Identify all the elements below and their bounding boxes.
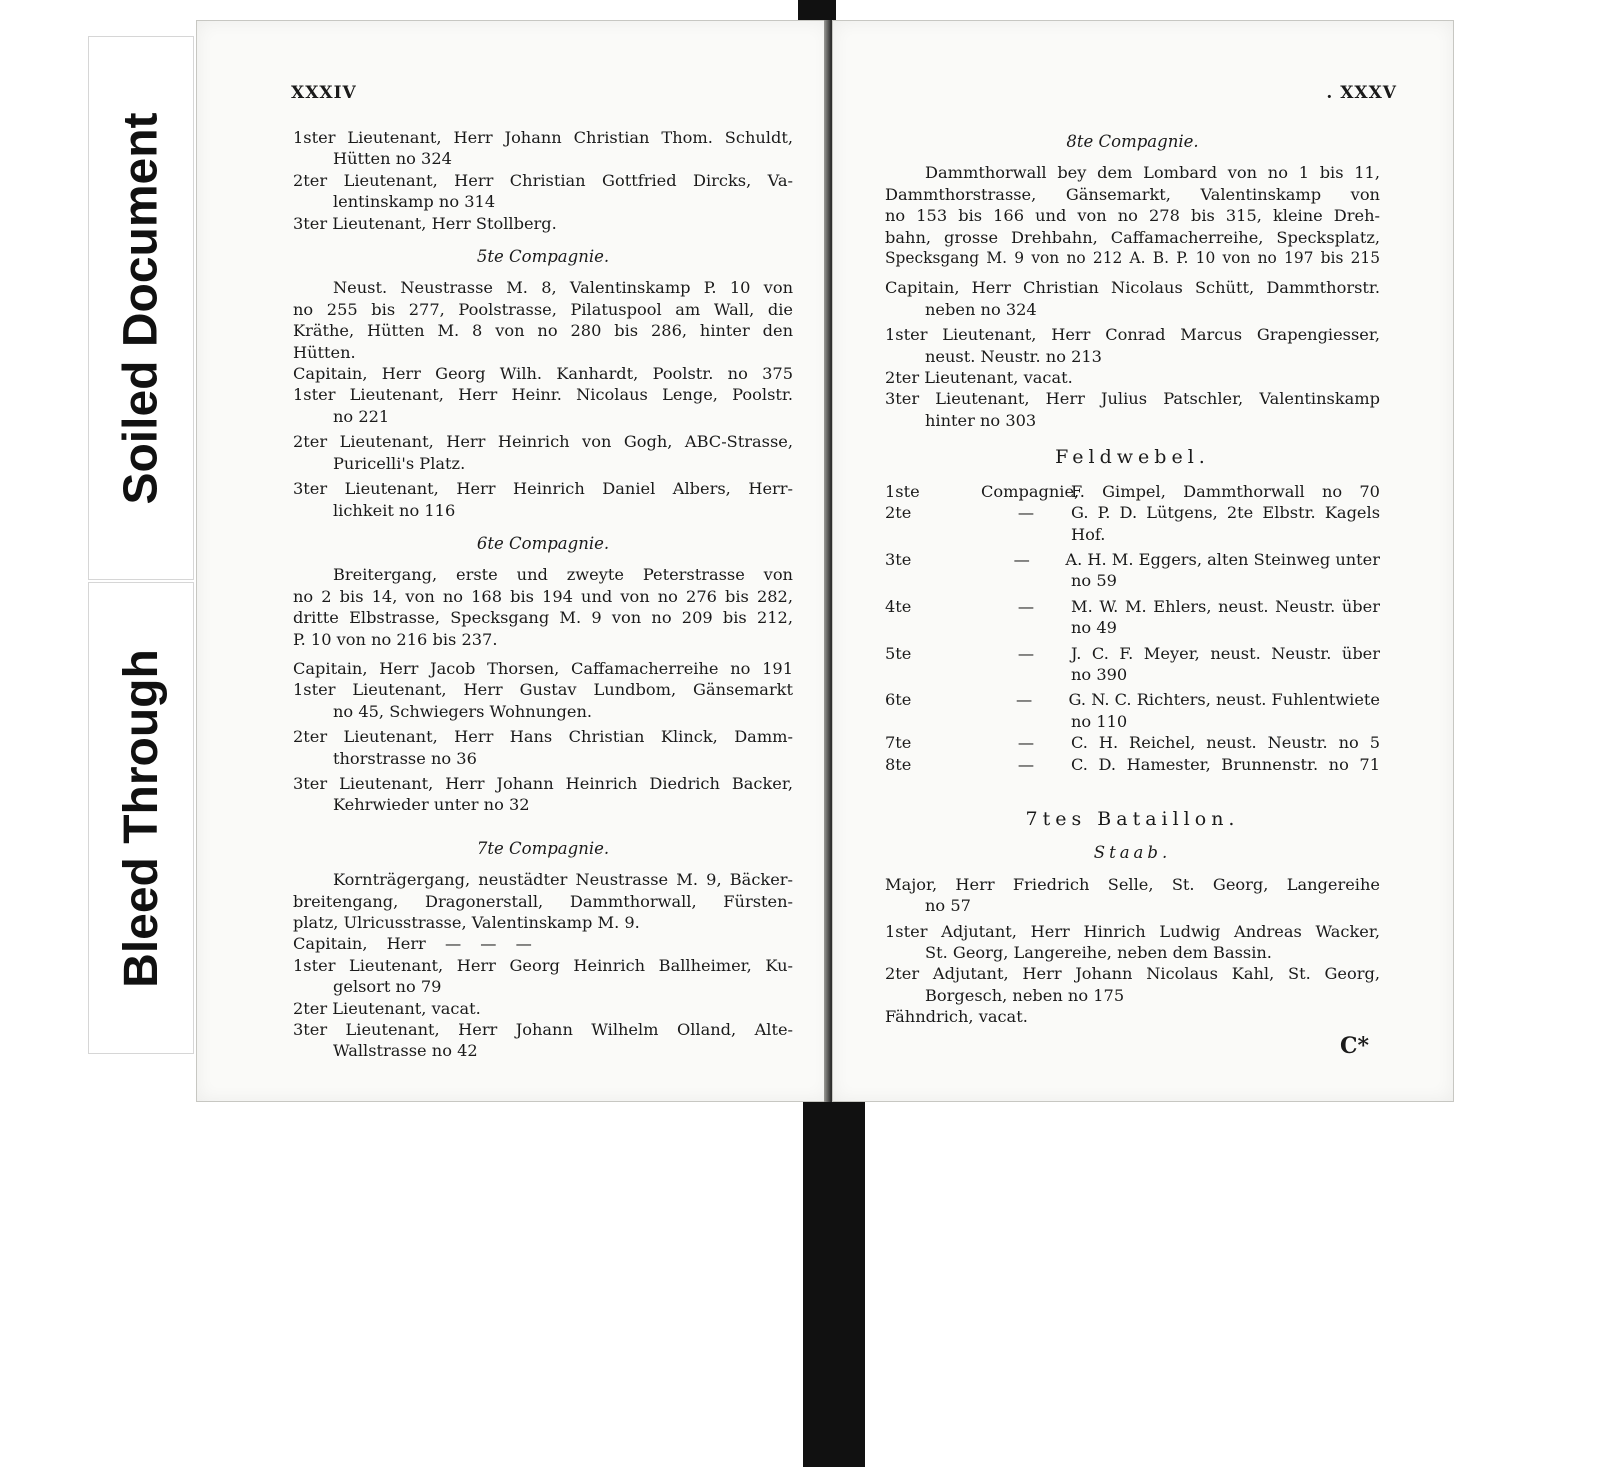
officer-block: [293, 658, 793, 816]
officer-line: 2ter Lieutenant, Herr Hans Christian Klinck, Damm-: [293, 727, 793, 747]
bleed-through-label: [88, 582, 194, 1054]
company-number: 7te: [885, 733, 912, 753]
district-line: Kornträgergang, neustädter Neustrasse M. 9, Bäcker-: [333, 870, 793, 890]
officer-line: Kehrwieder unter no 32: [333, 795, 530, 815]
district-line: Hütten.: [293, 342, 356, 362]
left-page: [196, 20, 830, 1102]
bleed-through-text: Bleed Through: [114, 648, 168, 988]
section-heading: 7tes Bataillon.: [1025, 807, 1240, 830]
officer-line: Capitain, Herr Christian Nicolaus Schütt, Dammthorstr.: [885, 278, 1380, 298]
staff-line: St. Georg, Langereihe, neben dem Bassin.: [925, 943, 1272, 962]
company-number: 5te: [885, 643, 912, 663]
staff-heading: Staab.: [1093, 843, 1172, 863]
list-item: [885, 732, 1380, 753]
district-line: Neust. Neustrasse M. 8, Valentinskamp P. 10 von: [333, 278, 793, 298]
staff-line: Fähndrich, vacat.: [885, 1007, 1028, 1027]
separator: —: [1017, 596, 1035, 616]
entry-continuation: no 49: [1071, 618, 1117, 638]
officer-line: 3ter Lieutenant, Herr Johann Wilhelm Olland, Alte-: [293, 1020, 793, 1040]
list-item: [885, 596, 1380, 617]
binding-strip-bottom: [803, 1102, 865, 1467]
signature-mark: C*: [1339, 1033, 1369, 1059]
entry-text: C. D. Hamester, Brunnenstr. no 71: [1071, 754, 1380, 774]
officer-line: 3ter Lieutenant, Herr Julius Patschler, Valentinskamp: [885, 389, 1380, 409]
entry-continuation: no 59: [1071, 571, 1117, 591]
staff-line: 2ter Adjutant, Herr Johann Nicolaus Kahl, St. Georg,: [885, 964, 1380, 984]
soiled-document-text: Soiled Document: [114, 111, 168, 505]
district-line: platz, Ulricusstrasse, Valentinskamp M. 9.: [293, 913, 640, 932]
separator: Compagnie,: [981, 481, 1080, 501]
district-line: breitengang, Dragonerstall, Dammthorwall, Fürsten-: [293, 891, 793, 911]
company-number: 4te: [885, 596, 912, 616]
officer-line: 2ter Lieutenant, Herr Heinrich von Gogh, ABC-Strasse,: [293, 432, 793, 452]
officer-line: Capitain, Herr Jacob Thorsen, Caffamacherreihe no 191: [293, 658, 793, 678]
staff-list: [885, 874, 1380, 1028]
officer-line: 1ster Lieutenant, Herr Georg Heinrich Ballheimer, Ku-: [293, 955, 793, 975]
district-line: Specksgang M. 9 von no 212 A. B. P. 10 von no 197 bis 215: [885, 249, 1380, 268]
entry-text: J. C. F. Meyer, neust. Neustr. über: [1071, 643, 1380, 663]
officer-line: Wallstrasse no 42: [333, 1041, 478, 1061]
district-paragraph: [885, 162, 1380, 269]
separator: —: [1017, 503, 1035, 523]
officer-line: 2ter Lieutenant, vacat.: [293, 998, 481, 1018]
staff-line: Borgesch, neben no 175: [925, 985, 1125, 1005]
officer-line: lentinskamp no 314: [333, 192, 496, 212]
soiled-document-label: [88, 36, 194, 580]
district-paragraph: [293, 869, 793, 933]
district-paragraph: [293, 564, 793, 650]
list-item: [885, 502, 1380, 523]
company-number: 8te: [885, 754, 912, 774]
district-line: no 2 bis 14, von no 168 bis 194 und von no 276 bis 282,: [293, 586, 793, 606]
officer-line: 3ter Lieutenant, Herr Heinrich Daniel Albers, Herr-: [293, 479, 793, 499]
left-page-text: [293, 127, 793, 1062]
list-item: [885, 481, 1380, 502]
right-page: [832, 20, 1454, 1102]
entry-text: G. N. C. Richters, neust. Fuhlentwiete: [1068, 690, 1380, 710]
separator: —: [1017, 754, 1035, 774]
section-heading: Feldwebel.: [1055, 446, 1210, 469]
separator: —: [1017, 733, 1035, 753]
officer-line: 3ter Lieutenant, Herr Stollberg.: [293, 213, 557, 233]
entry-text: A. H. M. Eggers, alten Steinweg unter: [1065, 549, 1380, 569]
entry-text: C. H. Reichel, neust. Neustr. no 5: [1071, 733, 1380, 753]
company-heading: 5te Compagnie.: [476, 247, 610, 267]
district-paragraph: [293, 277, 793, 363]
feldwebel-list: [885, 481, 1380, 775]
page-number: . XXXV: [1326, 83, 1397, 103]
list-item: [885, 689, 1380, 710]
separator: —: [1013, 549, 1030, 569]
district-line: P. 10 von no 216 bis 237.: [293, 629, 498, 649]
entry-continuation: no 110: [1071, 711, 1128, 731]
entry-text: G. P. D. Lütgens, 2te Elbstr. Kagels: [1071, 503, 1380, 523]
entry-continuation: Hof.: [1071, 524, 1106, 544]
company-heading: 8te Compagnie.: [1066, 132, 1199, 151]
entry-text: F. Gimpel, Dammthorwall no 70: [1071, 481, 1380, 501]
separator: —: [1017, 643, 1035, 663]
district-line: no 255 bis 277, Poolstrasse, Pilatuspool am Wall, die: [293, 299, 793, 319]
officer-line: gelsort no 79: [333, 977, 442, 997]
staff-line: Major, Herr Friedrich Selle, St. Georg, Langereihe: [885, 874, 1380, 894]
officer-line: 3ter Lieutenant, Herr Johann Heinrich Diedrich Backer,: [293, 773, 793, 793]
district-line: Kräthe, Hütten M. 8 von no 280 bis 286, hinter den: [293, 321, 793, 341]
officer-line: Capitain, Herr Georg Wilh. Kanhardt, Poolstr. no 375: [293, 364, 793, 384]
officer-line: 1ster Lieutenant, Herr Gustav Lundbom, Gänsemarkt: [293, 680, 793, 700]
officer-line: neust. Neustr. no 213: [925, 346, 1102, 366]
company-number: 1ste: [885, 481, 920, 501]
staff-line: no 57: [925, 896, 971, 916]
page-number: XXXIV: [291, 83, 357, 103]
district-line: Dammthorstrasse, Gänsemarkt, Valentinskamp von: [885, 184, 1380, 204]
officer-line: 2ter Lieutenant, Herr Christian Gottfried Dircks, Va-: [293, 170, 793, 190]
entry-continuation: no 390: [1071, 664, 1128, 684]
district-line: bahn, grosse Drehbahn, Caffamacherreihe, Specksplatz,: [885, 227, 1380, 247]
district-line: Dammthorwall bey dem Lombard von no 1 bis 11,: [925, 163, 1380, 183]
list-item: [885, 643, 1380, 664]
officer-block: [293, 363, 793, 521]
officer-block: [293, 933, 793, 1061]
company-heading: 6te Compagnie.: [476, 533, 610, 553]
district-line: Breitergang, erste und zweyte Peterstrasse von: [333, 565, 793, 585]
staff-line: 1ster Adjutant, Herr Hinrich Ludwig Andreas Wacker,: [885, 921, 1380, 941]
officer-line: Puricelli's Platz.: [333, 453, 466, 473]
company-number: 2te: [885, 503, 912, 523]
open-book: [196, 20, 1454, 1102]
officer-line: 1ster Lieutenant, Herr Heinr. Nicolaus Lenge, Poolstr.: [293, 385, 793, 405]
officer-block: [293, 127, 793, 234]
officer-line: Capitain, Herr — — —: [293, 934, 532, 954]
officer-line: neben no 324: [925, 299, 1037, 319]
company-number: 6te: [885, 690, 912, 710]
officer-line: 2ter Lieutenant, vacat.: [885, 368, 1073, 388]
officer-line: hinter no 303: [925, 410, 1037, 430]
list-item: [885, 754, 1380, 775]
officer-line: lichkeit no 116: [333, 500, 456, 520]
officer-line: no 221: [333, 406, 390, 426]
district-line: dritte Elbstrasse, Specksgang M. 9 von no 209 bis 212,: [293, 608, 793, 628]
entry-text: M. W. M. Ehlers, neust. Neustr. über: [1071, 596, 1380, 616]
list-item: [885, 549, 1380, 570]
officer-line: no 45, Schwiegers Wohnungen.: [333, 701, 593, 721]
officer-line: Hütten no 324: [333, 149, 452, 169]
officer-line: 1ster Lieutenant, Herr Conrad Marcus Grapengiesser,: [885, 325, 1380, 345]
officer-line: thorstrasse no 36: [333, 748, 477, 768]
separator: —: [1016, 690, 1033, 710]
right-page-text: [885, 127, 1380, 1028]
officer-line: 1ster Lieutenant, Herr Johann Christian Thom. Schuldt,: [293, 128, 793, 147]
company-number: 3te: [885, 549, 912, 569]
officer-block: [885, 277, 1380, 431]
company-heading: 7te Compagnie.: [476, 838, 610, 858]
district-line: no 153 bis 166 und von no 278 bis 315, kleine Dreh-: [885, 206, 1380, 226]
